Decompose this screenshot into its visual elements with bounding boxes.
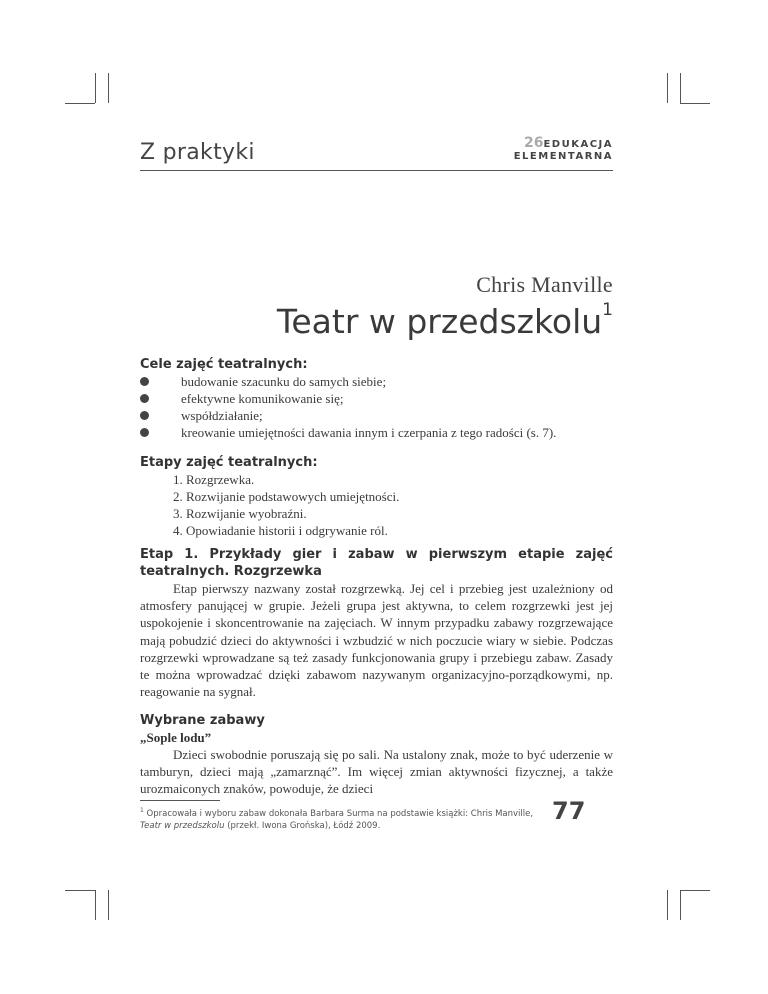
crop-mark	[680, 103, 710, 104]
list-item: 3. Rozwijanie wyobraźni.	[173, 506, 307, 521]
game-paragraph: Dzieci swobodnie poruszają się po sali. Na ustalony znak, może to być uderzenie w tamburyn, dzieci mają „zamarznąć”. Im więcej zmian aktywności fizycznej, a także urozmaiconych znaków, powoduje, że dzieci	[140, 747, 613, 797]
list-item-text: budowanie szacunku do samych siebie;	[181, 374, 387, 389]
goals-heading: Cele zajęć teatralnych:	[140, 357, 308, 372]
brand-line1: EDUKACJA	[543, 139, 613, 150]
list-item	[140, 373, 613, 390]
stage1-paragraph: Etap pierwszy nazwany został rozgrzewką. Jej cel i przebieg jest uzależniony od atmosfery panującej w grupie. Jeżeli grupa jest aktywna, to celem rozgrzewki jest jej uspokojenie i skoncentrowanie na zajęciach. W innym przypadku zabawy rozgrzewające mają pobudzić dzieci do aktywności i wzbudzić w nich poczucie wiary w siebie. Podczas rozgrzewki wprowadzane są też zasady funkcjonowania grupy i przebiegu zabaw. Zasady te można wprowadzać dzięki zabawom nazywanym organizacyjno-porządkowymi, np. reagowanie na sygnał.	[140, 581, 613, 700]
goals-list	[140, 373, 613, 441]
crop-mark	[667, 73, 668, 103]
title-footnote-mark: 1	[602, 300, 613, 320]
crop-mark	[108, 73, 109, 103]
list-item	[140, 390, 613, 407]
stage1-heading: Etap 1. Przykłady gier i zabaw w pierwszym etapie zajęć teatralnych. Rozgrzewka	[140, 547, 613, 579]
brand-line2: ELEMENTARNA	[513, 151, 613, 162]
footnote-text-after: (przekł. Iwona Grońska), Łódź 2009.	[224, 820, 381, 831]
list-item	[140, 407, 613, 424]
crop-mark	[667, 890, 668, 920]
crop-mark	[680, 890, 681, 920]
issue-number: 26	[523, 135, 544, 151]
crop-mark	[95, 890, 96, 920]
crop-mark	[65, 103, 95, 104]
footnote-mark: 1	[140, 807, 144, 814]
list-item-text: efektywne komunikowanie się;	[181, 391, 344, 406]
list-item: 4. Opowiadanie historii i odgrywanie ról.	[173, 523, 388, 538]
bullet-icon	[140, 394, 149, 403]
list-item-text: kreowanie umiejętności dawania innym i czerpania z tego radości (s. 7).	[181, 425, 557, 440]
footnote-text-before: Opracowała i wyboru zabaw dokonała Barbara Surma na podstawie książki: Chris Manville,	[146, 808, 534, 819]
goals-section	[140, 356, 613, 441]
stages-list	[140, 471, 613, 539]
crop-mark	[108, 890, 109, 920]
article-title	[277, 302, 613, 341]
article-title-text: Teatr w przedszkolu	[276, 302, 603, 341]
list-item-text: współdziałanie;	[181, 408, 263, 423]
games-section	[140, 712, 613, 798]
footnote-rule	[140, 800, 220, 801]
bullet-icon	[140, 377, 149, 386]
crop-mark	[680, 73, 681, 103]
footnote-book-title: Teatr w przedszkolu	[140, 820, 225, 831]
crop-mark	[95, 73, 96, 103]
stage1-section	[140, 546, 613, 700]
stages-section	[140, 454, 613, 539]
journal-brand	[514, 136, 613, 163]
crop-mark	[680, 890, 710, 891]
article-author: Chris Manville	[476, 272, 613, 297]
footnote	[140, 805, 540, 832]
list-item	[140, 424, 613, 441]
section-title: Z praktyki	[140, 140, 255, 165]
bullet-icon	[140, 428, 149, 437]
stages-heading: Etapy zajęć teatralnych:	[140, 455, 318, 470]
bullet-icon	[140, 411, 149, 420]
game-title: „Sople lodu”	[140, 730, 212, 745]
games-heading: Wybrane zabawy	[140, 713, 265, 728]
header-rule	[140, 170, 613, 171]
list-item: 1. Rozgrzewka.	[173, 472, 255, 487]
list-item: 2. Rozwijanie podstawowych umiejętności.	[173, 489, 400, 504]
crop-mark	[65, 890, 95, 891]
page-number: 77	[552, 797, 586, 825]
